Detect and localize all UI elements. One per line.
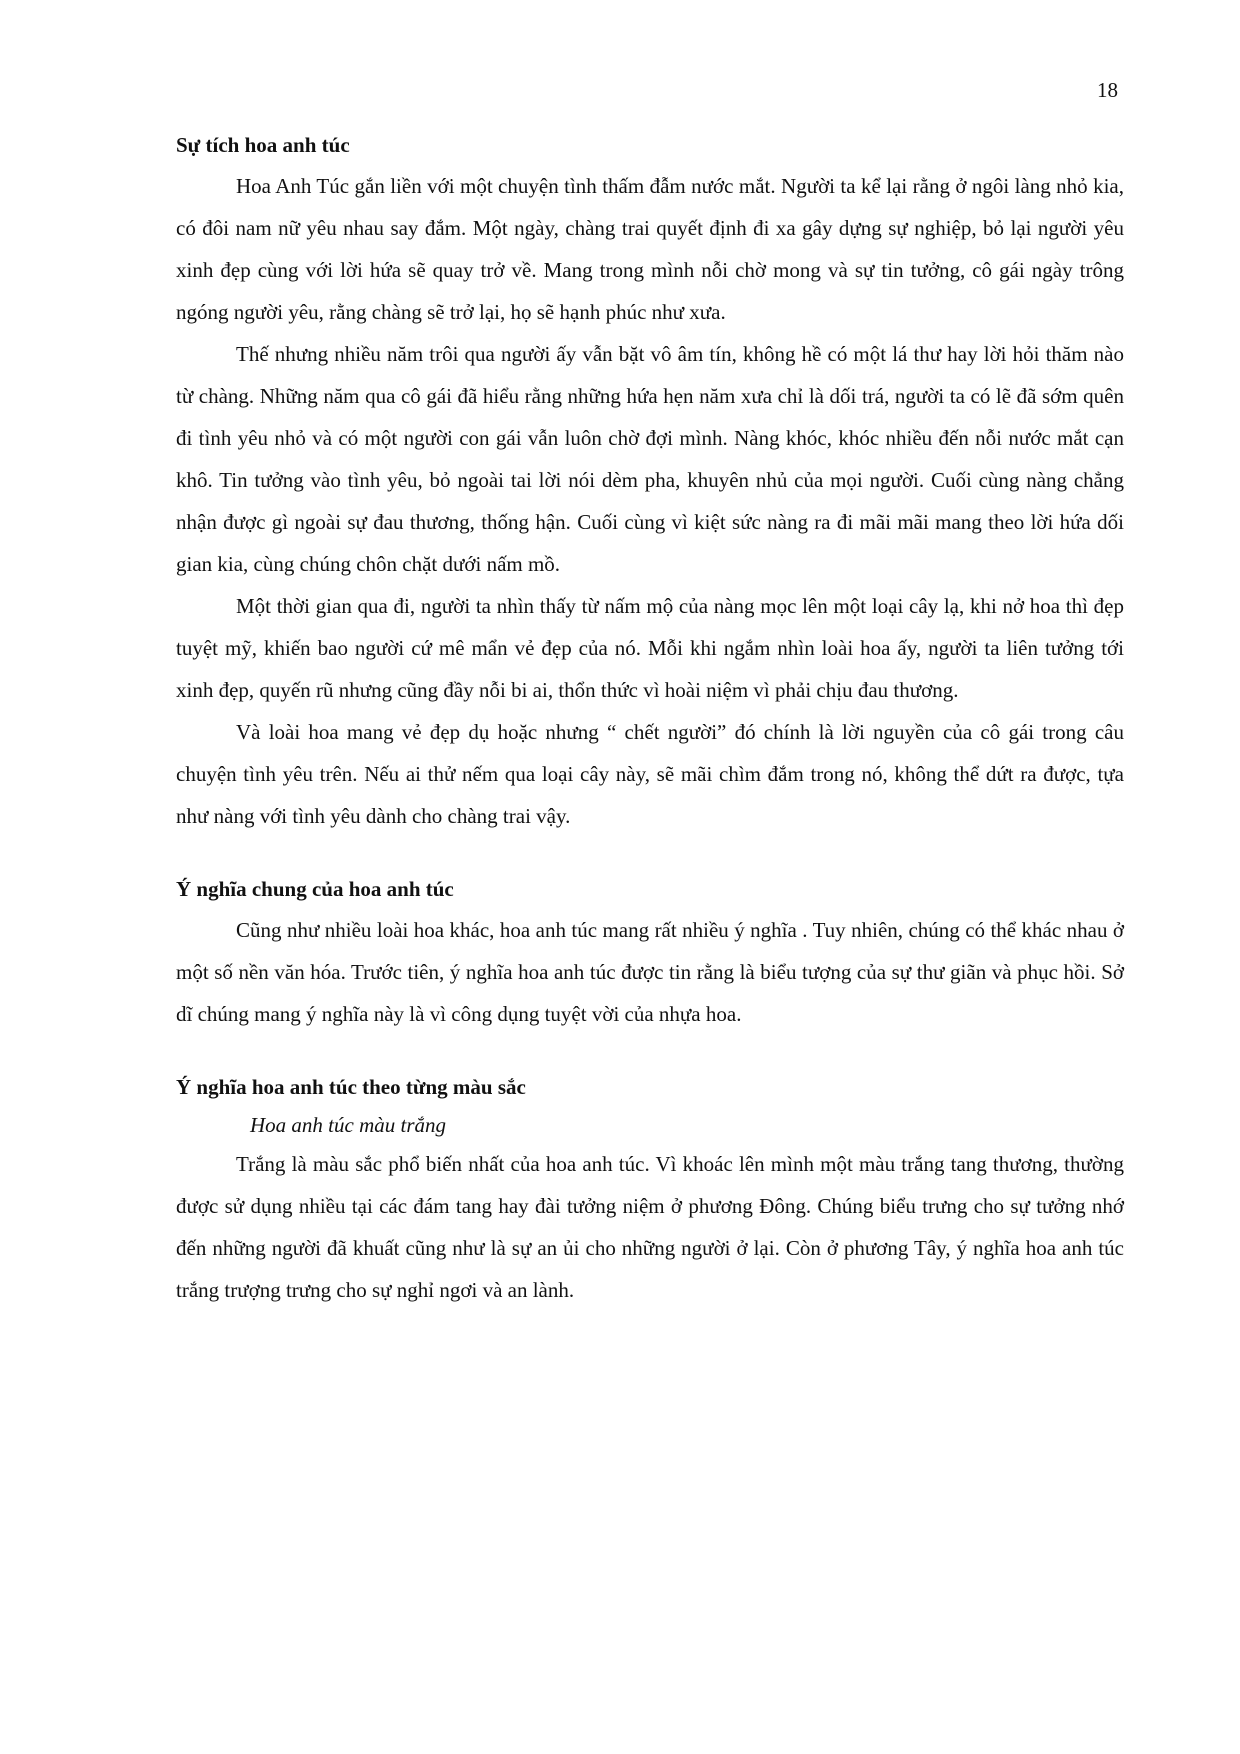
paragraph: Và loài hoa mang vẻ đẹp dụ hoặc nhưng “ chết người” đó chính là lời nguyền của cô gái trong câu chuyện tình yêu trên. Nếu ai thử nếm qua loại cây này, sẽ mãi chìm đắm trong nó, không thể dứt ra được, tựa như nàng với tình yêu dành cho chàng trai vậy. xyxy=(176,720,1124,828)
paragraph: Một thời gian qua đi, người ta nhìn thấy từ nấm mộ của nàng mọc lên một loại cây lạ, khi nở hoa thì đẹp tuyệt mỹ, khiến bao người cứ mê mẩn vẻ đẹp của nó. Mỗi khi ngắm nhìn loài hoa ấy, người ta liên tưởng tới xinh đẹp, quyến rũ nhưng cũng đầy nỗi bi ai, thổn thức vì hoài niệm vì phải chịu đau thương. xyxy=(176,594,1124,702)
section-heading-color-meaning: Ý nghĩa hoa anh túc theo từng màu sắc xyxy=(176,1075,526,1099)
paragraph: Trắng là màu sắc phổ biến nhất của hoa anh túc. Vì khoác lên mình một màu trắng tang thương, thường được sử dụng nhiều tại các đám tang hay đài tưởng niệm ở phương Đông. Chúng biểu trưng cho sự tưởng nhớ đến những người đã khuất cũng như là sự an ủi cho những người ở lại. Còn ở phương Tây, ý nghĩa hoa anh túc trắng trượng trưng cho sự nghỉ ngơi và an lành. xyxy=(176,1152,1124,1302)
subheading-white-poppy: Hoa anh túc màu trắng xyxy=(250,1113,446,1137)
paragraph: Hoa Anh Túc gắn liền với một chuyện tình thấm đẫm nước mắt. Người ta kể lại rằng ở ngôi làng nhỏ kia, có đôi nam nữ yêu nhau say đắm. Một ngày, chàng trai quyết định đi xa gây dựng sự nghiệp, bỏ lại người yêu xinh đẹp cùng với lời hứa sẽ quay trở về. Mang trong mình nỗi chờ mong và sự tin tưởng, cô gái ngày trông ngóng người yêu, rằng chàng sẽ trở lại, họ sẽ hạnh phúc như xưa. xyxy=(176,174,1124,324)
section-heading-general-meaning: Ý nghĩa chung của hoa anh túc xyxy=(176,877,454,901)
page-number: 18 xyxy=(1097,78,1118,102)
paragraph: Thế nhưng nhiều năm trôi qua người ấy vẫn bặt vô âm tín, không hề có một lá thư hay lời hỏi thăm nào từ chàng. Những năm qua cô gái đã hiểu rằng những hứa hẹn năm xưa chỉ là dối trá, người ta có lẽ đã sớm quên đi tình yêu nhỏ và có một người con gái vẫn luôn chờ đợi mình. Nàng khóc, khóc nhiều đến nỗi nước mắt cạn khô. Tin tưởng vào tình yêu, bỏ ngoài tai lời nói dèm pha, khuyên nhủ của mọi người. Cuối cùng nàng chẳng nhận được gì ngoài sự đau thương, thống hận. Cuối cùng vì kiệt sức nàng ra đi mãi mãi mang theo lời hứa dối gian kia, cùng chúng chôn chặt dưới nấm mồ. xyxy=(176,342,1124,576)
section-heading-legend: Sự tích hoa anh túc xyxy=(176,133,350,157)
page-content xyxy=(176,129,1124,1311)
document-page xyxy=(176,0,1124,1754)
paragraph: Cũng như nhiều loài hoa khác, hoa anh túc mang rất nhiều ý nghĩa . Tuy nhiên, chúng có thể khác nhau ở một số nền văn hóa. Trước tiên, ý nghĩa hoa anh túc được tin rằng là biểu tượng của sự thư giãn và phục hồi. Sở dĩ chúng mang ý nghĩa này là vì công dụng tuyệt vời của nhựa hoa. xyxy=(176,918,1124,1026)
